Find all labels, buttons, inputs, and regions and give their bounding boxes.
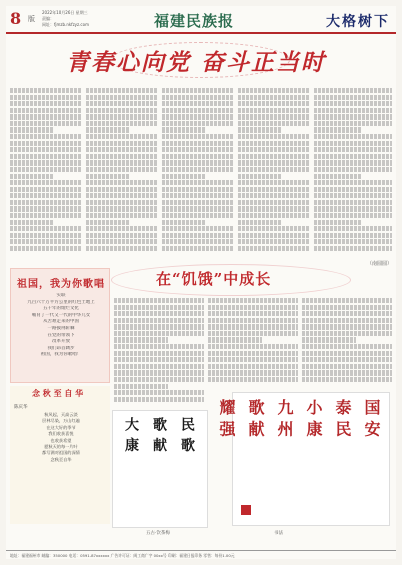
text-line <box>314 220 361 225</box>
footer-text: 地址：福建福州市 邮编：350000 电话：0591-87xxxxxx 广告许可证：闽工商广字 00xx号 印刷：福建日报印务 零售：每份1.00元 <box>10 553 235 558</box>
text-line <box>114 397 204 402</box>
text-line <box>114 344 204 349</box>
text-line <box>238 154 310 159</box>
text-line <box>314 154 392 159</box>
text-line <box>162 134 234 139</box>
text-line <box>86 108 158 113</box>
text-line <box>238 114 310 119</box>
poem-2-line: 在这大好的季节 <box>46 424 76 430</box>
text-line <box>314 174 361 179</box>
text-line <box>208 331 298 336</box>
text-line <box>86 127 129 132</box>
text-line <box>86 141 158 146</box>
poem-line: 哺育了一代又一代的中华儿女 <box>31 312 91 318</box>
text-line <box>314 206 392 211</box>
text-line <box>302 357 392 362</box>
text-line <box>114 337 168 342</box>
text-line <box>86 206 158 211</box>
calligraphy-1-col: 歌 献 <box>151 417 167 453</box>
calligraphy-2-col: 耀 强 <box>217 399 236 437</box>
text-line <box>208 344 298 349</box>
page-unit: 版 <box>28 15 35 23</box>
masthead <box>6 6 396 34</box>
text-line <box>302 311 392 316</box>
calligraphy-1-col: 大 康 <box>123 417 139 453</box>
text-line <box>162 187 234 192</box>
calligraphy-2-col: 歌 献 <box>246 399 265 437</box>
text-line <box>162 108 234 113</box>
text-line <box>238 108 310 113</box>
poem-2-line: 秋风起，天高云淡 <box>44 412 78 417</box>
text-line <box>114 331 204 336</box>
text-line <box>162 233 234 238</box>
text-line <box>238 141 310 146</box>
poem-line: 祖国，我为你歌唱！ <box>40 352 82 358</box>
text-line <box>238 134 310 139</box>
text-line <box>238 121 310 126</box>
text-line <box>86 220 129 225</box>
text-line <box>162 154 234 159</box>
text-line <box>86 154 158 159</box>
text-line <box>238 101 310 106</box>
text-line <box>302 305 392 310</box>
text-line <box>10 226 82 231</box>
text-line <box>208 311 298 316</box>
issue-date: 2022年10月26日 星期三 <box>42 10 88 15</box>
text-line <box>86 226 158 231</box>
text-line <box>302 377 392 382</box>
text-line <box>114 384 168 389</box>
text-line <box>10 141 82 146</box>
text-line <box>238 95 310 100</box>
text-line <box>114 351 204 356</box>
text-line <box>114 298 204 303</box>
issue-editor: 责编： <box>42 16 54 21</box>
text-line <box>314 160 392 165</box>
text-line <box>162 193 234 198</box>
newspaper-page <box>6 6 396 559</box>
article-2-column-2 <box>208 298 298 388</box>
text-line <box>208 357 298 362</box>
text-line <box>10 213 82 218</box>
text-line <box>238 147 310 152</box>
text-line <box>162 127 205 132</box>
poem-line: 我们昂首阔步 <box>47 345 75 351</box>
calligraphy-2-col: 泰 民 <box>333 399 352 437</box>
text-line <box>86 180 158 185</box>
text-line <box>86 213 158 218</box>
footer <box>6 550 396 559</box>
text-line <box>10 160 82 165</box>
article-2-column-3 <box>302 298 392 388</box>
poem-2-line: 层林尽染，万山红遍 <box>42 418 80 424</box>
text-line <box>238 246 310 251</box>
text-line <box>162 220 205 225</box>
text-line <box>10 180 82 185</box>
poem-2-line: 我们收获喜悦 <box>48 431 74 437</box>
text-line <box>314 88 392 93</box>
text-line <box>162 200 234 205</box>
text-line <box>86 200 158 205</box>
text-line <box>238 127 281 132</box>
text-line <box>302 370 392 375</box>
text-line <box>10 193 82 198</box>
text-line <box>10 134 82 139</box>
text-line <box>162 121 234 126</box>
text-line <box>162 167 234 172</box>
text-line <box>86 246 158 251</box>
poem-2-line: 愿秋天的每一片叶 <box>44 444 78 450</box>
text-line <box>314 226 392 231</box>
text-line <box>302 331 392 336</box>
article-1-author: （南圆圆） <box>366 261 392 267</box>
poem-author: 实联 <box>56 293 66 298</box>
text-line <box>314 193 392 198</box>
text-line <box>10 200 82 205</box>
text-line <box>86 147 158 152</box>
text-line <box>86 239 158 244</box>
text-line <box>114 311 204 316</box>
text-line <box>10 239 82 244</box>
calligraphy-2-col: 小 康 <box>304 399 323 437</box>
text-line <box>10 174 53 179</box>
text-line <box>314 187 392 192</box>
text-line <box>86 101 158 106</box>
text-line <box>238 200 310 205</box>
text-line <box>314 180 392 185</box>
text-line <box>302 324 392 329</box>
text-line <box>162 101 234 106</box>
text-line <box>162 239 234 244</box>
text-line <box>86 160 158 165</box>
text-line <box>238 187 310 192</box>
headline-1 <box>10 38 392 84</box>
text-line <box>208 377 298 382</box>
text-line <box>238 88 310 93</box>
text-line <box>302 364 392 369</box>
text-line <box>114 370 204 375</box>
calligraphy-1-caption: 五古·饮茶梅 <box>146 531 170 536</box>
text-line <box>238 233 310 238</box>
calligraphy-2-col: 国 安 <box>362 399 381 437</box>
text-line <box>10 88 82 93</box>
text-line <box>162 88 234 93</box>
text-line <box>208 298 298 303</box>
headline-2-text: 在“饥饿”中成长 <box>156 270 272 288</box>
text-line <box>302 344 392 349</box>
text-line <box>162 213 234 218</box>
calligraphy-1-columns <box>121 417 197 453</box>
text-line <box>162 95 234 100</box>
poem-2-line: 念秋至自华 <box>50 456 72 462</box>
section-name: 大格树下 <box>326 14 390 30</box>
text-line <box>114 318 204 323</box>
text-line <box>86 233 158 238</box>
text-line <box>10 154 82 159</box>
text-line <box>10 127 53 132</box>
text-line <box>86 187 158 192</box>
text-line <box>10 233 82 238</box>
text-line <box>114 390 204 395</box>
text-line <box>162 226 234 231</box>
text-line <box>86 174 129 179</box>
calligraphy-2-col: 九 州 <box>275 399 294 437</box>
text-line <box>114 364 204 369</box>
calligraphy-2-columns <box>215 399 383 437</box>
text-line <box>314 239 392 244</box>
poem-2-title: 念 秋 至 自 华 <box>32 388 84 398</box>
article-1-column-5 <box>314 88 392 254</box>
text-line <box>162 147 234 152</box>
calligraphy-1-col: 民 歌 <box>179 417 195 453</box>
text-line <box>314 127 361 132</box>
text-line <box>86 95 158 100</box>
text-line <box>302 351 392 356</box>
text-line <box>302 318 392 323</box>
text-line <box>238 193 310 198</box>
text-line <box>10 114 82 119</box>
text-line <box>238 174 281 179</box>
text-line <box>238 213 310 218</box>
text-line <box>314 167 392 172</box>
article-1-column-3 <box>162 88 234 258</box>
text-line <box>314 233 392 238</box>
poem-body <box>17 293 105 359</box>
calligraphy-2-caption: 书法 <box>274 531 283 536</box>
text-line <box>10 220 53 225</box>
text-line <box>238 226 310 231</box>
poem-line: 五千年的灿烂文化 <box>43 306 79 312</box>
poem-2-body <box>16 412 106 463</box>
poem-box <box>10 268 110 383</box>
text-line <box>10 95 82 100</box>
text-line <box>238 160 310 165</box>
text-line <box>114 357 204 362</box>
text-line <box>162 174 205 179</box>
text-line <box>10 101 82 106</box>
article-1-column-1 <box>10 88 82 258</box>
text-line <box>314 141 392 146</box>
text-line <box>86 193 158 198</box>
text-line <box>314 200 392 205</box>
text-line <box>10 121 82 126</box>
poem-2-line: 都写满对祖国的深情 <box>42 450 80 456</box>
seal-stamp <box>241 505 251 515</box>
text-line <box>314 147 392 152</box>
headline-1-text: 青春心向党 奋斗正当时 <box>66 49 327 76</box>
text-line <box>86 88 158 93</box>
calligraphy-2 <box>217 392 390 526</box>
text-line <box>314 101 392 106</box>
poem-2-line: 也收获希望 <box>50 437 72 443</box>
text-line <box>10 246 82 251</box>
text-line <box>238 239 310 244</box>
text-line <box>86 114 158 119</box>
text-line <box>162 141 234 146</box>
article-2-column-1 <box>114 298 204 406</box>
text-line <box>238 206 310 211</box>
text-line <box>314 134 392 139</box>
poem-line: 改革开放 <box>52 339 70 345</box>
page-number: 8 <box>10 9 22 28</box>
text-line <box>208 364 298 369</box>
poem-line: 一路披荆斩棘 <box>47 325 75 331</box>
text-line <box>162 206 234 211</box>
text-line <box>162 180 234 185</box>
text-line <box>86 134 158 139</box>
text-line <box>302 298 392 303</box>
text-line <box>86 121 158 126</box>
text-line <box>10 147 82 152</box>
text-line <box>162 246 234 251</box>
text-line <box>114 377 204 382</box>
poem-title: 祖国，我为你歌唱 <box>17 279 105 290</box>
text-line <box>314 213 392 218</box>
text-line <box>238 220 281 225</box>
text-line <box>302 337 356 342</box>
text-line <box>114 305 204 310</box>
text-line <box>10 206 82 211</box>
text-line <box>208 370 298 375</box>
text-line <box>162 114 234 119</box>
article-1-column-2 <box>86 88 158 258</box>
text-line <box>208 324 298 329</box>
text-line <box>114 324 204 329</box>
text-line <box>208 351 298 356</box>
poem-line: 从苦难走来的中国 <box>43 319 79 325</box>
text-line <box>86 167 158 172</box>
text-line <box>162 160 234 165</box>
text-line <box>208 305 298 310</box>
text-line <box>208 318 298 323</box>
issue-site: 网址：fjmzb.nkfzyz.com <box>42 22 89 27</box>
text-line <box>208 337 262 342</box>
poem-line: 九百六十万平方公里的红色土地上 <box>27 299 95 305</box>
poem-2-author: 陈庆华 <box>14 405 28 410</box>
issue-meta <box>42 10 132 28</box>
text-line <box>238 167 310 172</box>
text-line <box>314 246 392 251</box>
text-line <box>314 114 392 119</box>
article-1-column-4 <box>238 88 310 258</box>
text-line <box>10 108 82 113</box>
poem-box-2 <box>10 386 110 524</box>
text-line <box>314 108 392 113</box>
text-line <box>314 95 392 100</box>
text-line <box>10 167 82 172</box>
calligraphy-1 <box>112 410 208 528</box>
text-line <box>10 187 82 192</box>
poem-line: 在党的带领下 <box>47 332 75 338</box>
text-line <box>238 180 310 185</box>
paper-name: 福建民族报 <box>154 12 235 30</box>
text-line <box>314 121 392 126</box>
